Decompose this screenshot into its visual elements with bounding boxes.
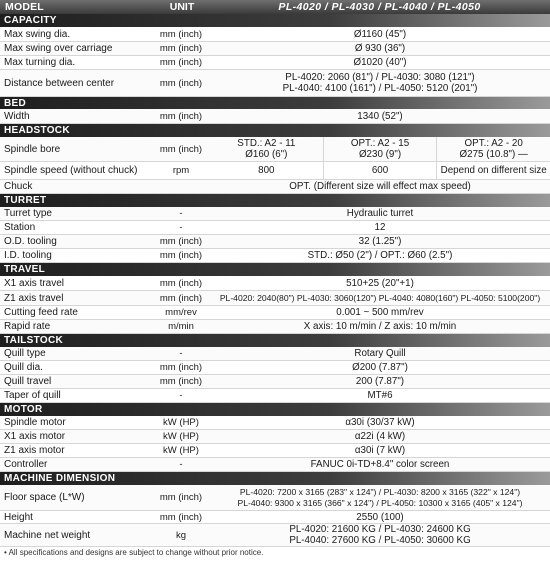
row-label: X1 axis travel: [4, 277, 65, 289]
row-value: [210, 72, 550, 94]
table-row: [0, 416, 550, 430]
row-label: Rapid rate: [4, 321, 51, 332]
row-unit: mm (inch): [159, 362, 203, 373]
table-row: [0, 347, 550, 361]
table-row: [0, 306, 550, 320]
table-row: [0, 389, 550, 403]
row-label: X1 axis motor: [4, 431, 66, 442]
table-row: [0, 162, 550, 180]
header-model-label: MODEL: [5, 1, 44, 13]
row-value: Rotary Quill: [354, 348, 406, 359]
value-line-2: Ø160 (6"): [245, 149, 288, 160]
section-title: MOTOR: [4, 404, 43, 415]
section-motor: [0, 403, 550, 416]
row-label: Spindle motor: [4, 417, 66, 428]
section-title: TAILSTOCK: [4, 335, 63, 346]
row-label: Max turning dia.: [4, 57, 76, 68]
table-row: [0, 42, 550, 56]
row-value: α30i (7 kW): [354, 445, 406, 456]
row-value: PL-4020: 2040(80") PL-4030: 3060(120") PL-4040: 4080(160") PL-4050: 5100(200"): [219, 292, 541, 303]
value-line-1: PL-4020: 21600 KG / PL-4030: 24600 KG: [289, 524, 471, 535]
row-unit: mm (inch): [159, 511, 203, 523]
section-travel: [0, 263, 550, 276]
table-row: [0, 137, 550, 162]
spindle-speed-1: 800: [258, 165, 275, 176]
table-row: [0, 109, 550, 124]
table-row: [0, 511, 550, 524]
row-value: 32 (1.25"): [358, 236, 402, 247]
row-value: OPT. (Different size will effect max speed): [289, 181, 471, 192]
section-turret: [0, 194, 550, 207]
header-models: PL-4020 / PL-4030 / PL-4040 / PL-4050: [278, 1, 481, 13]
row-unit: mm (inch): [159, 277, 203, 289]
table-row: [0, 276, 550, 291]
table-row: [0, 207, 550, 221]
table-row: [0, 291, 550, 306]
row-unit: mm (inch): [159, 250, 203, 261]
row-label: Distance between center: [4, 77, 115, 89]
row-unit: mm (inch): [159, 236, 203, 247]
row-value: FANUC 0i-TD+8.4" color screen: [310, 459, 450, 470]
row-unit: -: [179, 222, 183, 233]
row-label: Cutting feed rate: [4, 307, 78, 318]
spindle-speed-2: 600: [323, 162, 437, 179]
row-value: [210, 524, 550, 546]
value-line-2: Ø275 (10.8") —: [459, 149, 528, 160]
section-title: CAPACITY: [4, 15, 57, 26]
table-row: [0, 361, 550, 375]
table-row: [0, 430, 550, 444]
row-label: Spindle speed (without chuck): [4, 165, 138, 176]
row-value: [210, 487, 550, 509]
row-unit: -: [179, 459, 183, 470]
value-line-1: OPT.: A2 - 20: [464, 138, 523, 149]
row-label: Turret type: [4, 208, 52, 219]
section-tailstock: [0, 334, 550, 347]
row-label: Z1 axis travel: [4, 292, 64, 304]
row-value-split: [210, 137, 550, 161]
row-value: Hydraulic turret: [346, 208, 414, 219]
table-row: [0, 221, 550, 235]
row-value: 2550 (100): [356, 511, 404, 523]
row-unit: mm (inch): [159, 292, 203, 304]
table-row: [0, 524, 550, 547]
value-line-2: Ø230 (9"): [358, 149, 402, 160]
spindle-bore-std: [210, 137, 323, 161]
spindle-bore-opt-1: [323, 137, 437, 161]
row-label: O.D. tooling: [4, 236, 57, 247]
row-unit: kW (HP): [163, 431, 199, 442]
row-value: α30i (30/37 kW): [345, 417, 415, 428]
row-unit: mm (inch): [159, 492, 203, 503]
row-label: Quill dia.: [4, 362, 43, 373]
row-label: Height: [4, 511, 33, 523]
table-row: [0, 235, 550, 249]
value-line-2: PL-4040: 9300 x 3165 (366" x 124") / PL-4050: 10300 x 3165 (405" x 124"): [237, 497, 523, 508]
row-value: MT#6: [367, 390, 393, 401]
row-label: Machine net weight: [4, 529, 91, 541]
row-value: α22i (4 kW): [354, 431, 406, 442]
value-line-1: STD.: A2 - 11: [237, 138, 296, 149]
section-title: TRAVEL: [4, 264, 46, 275]
table-row: [0, 485, 550, 511]
section-title: MACHINE DIMENSION: [4, 473, 116, 484]
table-row: [0, 320, 550, 334]
row-unit: mm (inch): [159, 43, 203, 54]
table-row: [0, 27, 550, 42]
row-value-split: [210, 162, 550, 179]
table-row: [0, 458, 550, 472]
table-row: [0, 56, 550, 70]
section-title: TURRET: [4, 195, 47, 206]
row-label: Max swing dia.: [4, 28, 71, 40]
row-unit: kW (HP): [163, 417, 199, 428]
row-label: Quill travel: [4, 376, 52, 387]
header-unit-label: UNIT: [169, 1, 195, 13]
row-value: Ø1020 (40"): [353, 57, 407, 68]
row-label: I.D. tooling: [4, 250, 52, 261]
row-unit: mm (inch): [159, 376, 203, 387]
row-value: 1340 (52"): [357, 110, 403, 122]
row-unit: kg: [175, 529, 187, 541]
row-value: 200 (7.87"): [355, 376, 405, 387]
row-unit: mm (inch): [159, 57, 203, 68]
row-label: Controller: [4, 459, 48, 470]
section-bed: [0, 97, 550, 109]
row-value: 510+25 (20"+1): [346, 277, 414, 289]
value-line-1: PL-4020: 2060 (81") / PL-4030: 3080 (121"): [285, 72, 475, 83]
row-label: Floor space (L*W): [4, 492, 85, 503]
section-capacity: [0, 14, 550, 27]
section-machine-dimension: [0, 472, 550, 485]
row-label: Spindle bore: [4, 143, 61, 155]
row-unit: rpm: [172, 165, 190, 176]
row-unit: -: [179, 208, 183, 219]
row-unit: mm (inch): [159, 110, 203, 122]
row-value: STD.: Ø50 (2") / OPT.: Ø60 (2.5"): [307, 250, 453, 261]
row-value: Ø200 (7.87"): [352, 362, 408, 373]
table-row: [0, 70, 550, 97]
row-value: Ø1160 (45"): [353, 28, 407, 40]
row-unit: mm (inch): [159, 77, 203, 89]
row-label: Width: [4, 110, 30, 122]
value-line-2: PL-4040: 27600 KG / PL-4050: 30600 KG: [289, 535, 471, 546]
footnote: • All specifications and designs are subject to change without prior notice.: [4, 548, 264, 557]
spindle-speed-3: Depend on different size: [436, 162, 550, 179]
table-header: [0, 0, 550, 14]
row-unit: -: [179, 348, 183, 359]
table-row: [0, 444, 550, 458]
value-line-1: OPT.: A2 - 15: [350, 138, 410, 149]
value-line-2: PL-4040: 4100 (161") / PL-4050: 5120 (201"): [282, 83, 478, 94]
row-label: Quill type: [4, 348, 46, 359]
row-unit: mm (inch): [159, 28, 203, 40]
row-label: Station: [4, 222, 36, 233]
row-value: X axis: 10 m/min / Z axis: 10 m/min: [303, 321, 457, 332]
row-label: Max swing over carriage: [4, 43, 113, 54]
section-headstock: [0, 124, 550, 137]
row-unit: mm/rev: [165, 307, 197, 318]
row-label: Taper of quill: [4, 390, 61, 401]
spindle-bore-opt-2: [436, 137, 550, 161]
section-title: HEADSTOCK: [4, 125, 70, 136]
table-row: [0, 180, 550, 194]
row-unit: -: [179, 390, 183, 401]
section-title: BED: [4, 97, 27, 109]
row-value: 0.001 ~ 500 mm/rev: [336, 307, 424, 318]
row-unit: mm (inch): [159, 143, 203, 155]
row-value: 12: [374, 222, 386, 233]
value-line-1: PL-4020: 7200 x 3165 (283" x 124") / PL-4030: 8200 x 3165 (322" x 124"): [239, 486, 521, 497]
row-value: Ø 930 (36"): [354, 43, 406, 54]
table-row: [0, 375, 550, 389]
row-unit: m/min: [168, 321, 194, 332]
row-unit: kW (HP): [163, 445, 199, 456]
table-row: [0, 249, 550, 263]
row-label: Z1 axis motor: [4, 445, 65, 456]
row-label: Chuck: [4, 181, 33, 192]
